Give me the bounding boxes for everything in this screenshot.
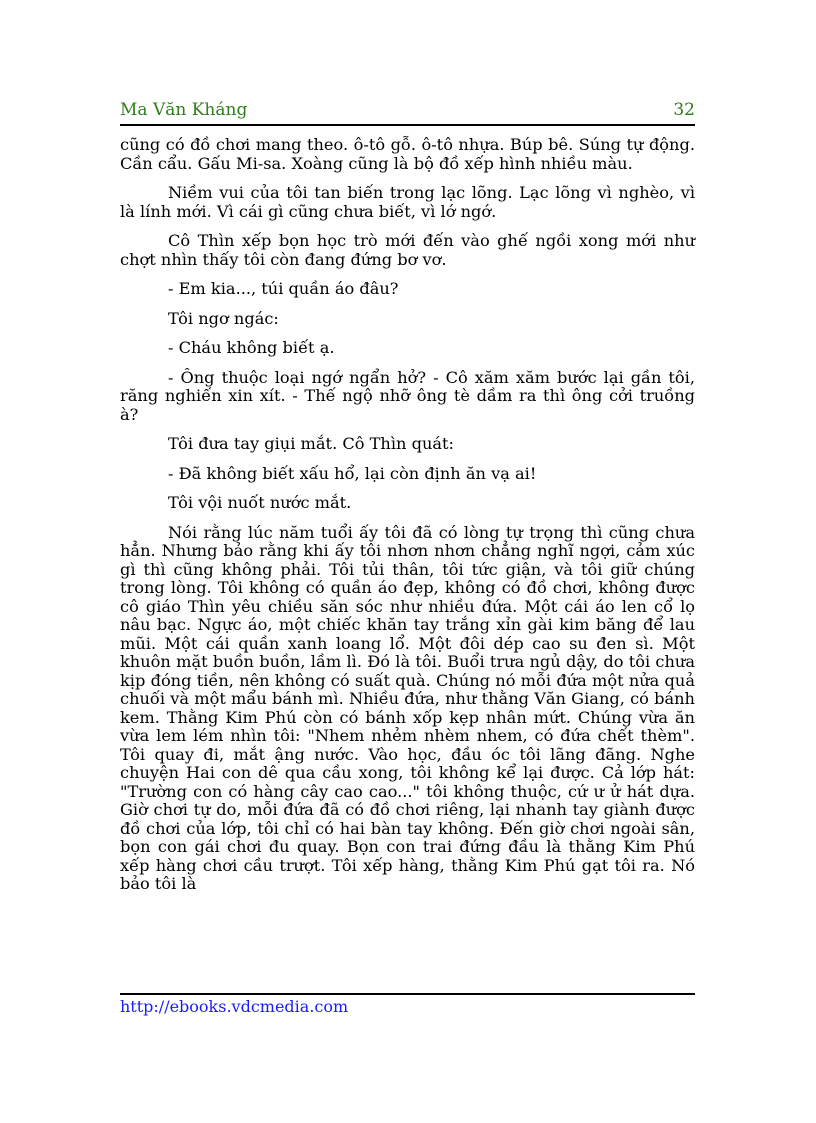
- dialogue-line: - Ông thuộc loại ngớ ngẩn hở? - Cô xăm xăm bước lại gần tôi, răng nghiến xin xít. - Thế ngộ nhỡ ông tè dầm ra thì ông cởi truồng à?: [120, 367, 695, 424]
- paragraph: Tôi ngơ ngác:: [168, 308, 279, 328]
- page-body: [120, 136, 695, 905]
- dialogue-line: - Em kia..., túi quần áo đâu?: [168, 279, 399, 298]
- paragraph: cũng có đồ chơi mang theo. ô-tô gỗ. ô-tô nhựa. Búp bê. Súng tự động. Cần cẩu. Gấu Mi-sa. Xoàng cũng là bộ đồ xếp hình nhiều màu.: [120, 135, 695, 173]
- book-author-title: Ma Văn Kháng: [120, 100, 248, 120]
- dialogue-line: - Cháu không biết ạ.: [168, 338, 335, 357]
- footer-link[interactable]: http://ebooks.vdcmedia.com: [120, 997, 349, 1016]
- paragraph: Tôi vội nuốt nước mắt.: [168, 493, 352, 512]
- paragraph: Tôi đưa tay giụi mắt. Cô Thìn quát:: [168, 434, 454, 453]
- dialogue-line: - Đã không biết xấu hổ, lại còn định ăn vạ ai!: [168, 463, 537, 483]
- page-header: [120, 100, 695, 126]
- page-footer: [120, 993, 695, 1016]
- paragraph: Niềm vui của tôi tan biến trong lạc lõng. Lạc lõng vì nghèo, vì là lính mới. Vì cái gì cũng chưa biết, vì lớ ngớ.: [120, 183, 695, 221]
- page-number: 32: [673, 100, 695, 120]
- paragraph: Cô Thìn xếp bọn học trò mới đến vào ghế ngồi xong mới như chợt nhìn thấy tôi còn đang đứng bơ vơ.: [120, 231, 695, 269]
- paragraph: Nói rằng lúc năm tuổi ấy tôi đã có lòng tự trọng thì cũng chưa hẳn. Nhưng bảo rằng khi ấy tôi nhơn nhơn chẳng nghĩ ngợi, cảm xúc gì thì cũng không phải. Tôi tủi thân, tôi tức giận, và tôi giữ chúng trong lòng. Tôi không có quần áo đẹp, không có đồ chơi, không được cô giáo Thìn yêu chiều săn sóc như nhiều đứa. Một cái áo len cổ lọ nâu bạc. Ngực áo, một chiếc khăn tay trắng xỉn gài kim băng để lau mũi. Một cái quần xanh loang lổ. Một đôi dép cao su đen sì. Một khuôn mặt buồn buồn, lầm lì. Đó là tôi. Buổi trưa ngủ dậy, do tôi chưa kịp đóng tiền, nên không có suất quà. Chúng nó mỗi đứa một nửa quả chuối và một mẩu bánh mì. Nhiều đứa, như thằng Văn Giang, có bánh kem. Thằng Kim Phú còn có bánh xốp kẹp nhân mứt. Chúng vừa ăn vừa lem lém nhìn tôi: "Nhem nhẻm nhèm nhem, có đứa chết thèm". Tôi quay đi, mắt ậng nước. Vào học, đầu óc tôi lãng đãng. Nghe chuyện Hai con dê qua cầu xong, tôi không kể lại được. Cả lớp hát: "Trường con có hàng cây cao cao..." tôi không thuộc, cứ ư ử hát dựa. Giờ chơi tự do, mỗi đứa đã có đồ chơi riêng, lại nhanh tay giành được đồ chơi của lớp, tôi chỉ có hai bàn tay không. Đến giờ chơi ngoài sân, bọn con gái chơi đu quay. Bọn con trai đứng đầu là thằng Kim Phú xếp hàng chơi cầu trượt. Tôi xếp hàng, thằng Kim Phú gạt tôi ra. Nó bảo tôi là: [120, 522, 695, 893]
